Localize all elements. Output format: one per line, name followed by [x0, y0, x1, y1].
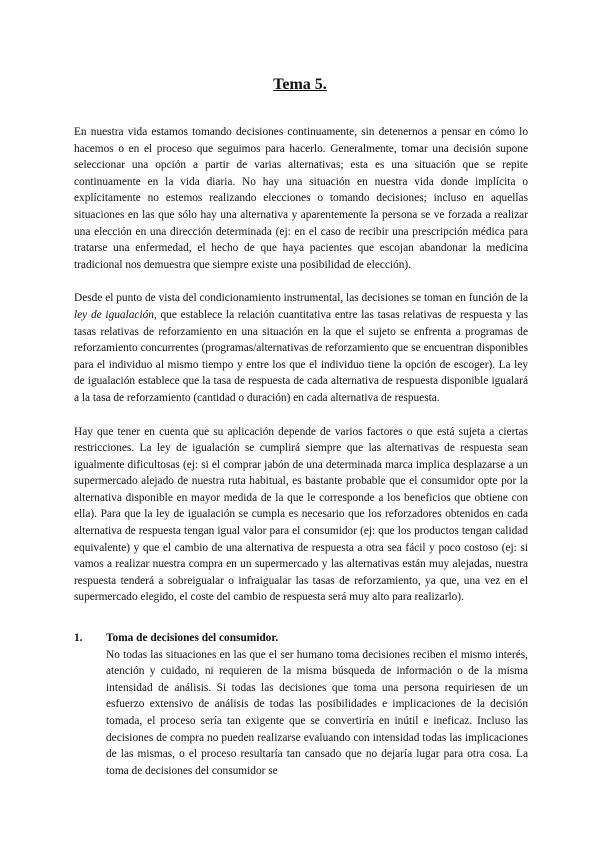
- paragraph-intro: En nuestra vida estamos tomando decisiones continuamente, sin detenernos a pensar en cómo lo hacemos o en el proceso que seguimos para hacerlo. Generalmente, tomar una decisión supone seleccionar una opción a partir de varias alternativas; esta es una situación que se repite continuamente en la vida diaria. No hay una situación en nuestra vida donde implícita o explícitamente no estemos realizando elecciones o tomando decisiones; incluso en aquellas situaciones en las que sólo hay una alternativa y aparentemente la persona se ve forzada a realizar una elección en una dirección determinada (ej: en el caso de recibir una prescripción médica para tratarse una enfermedad, el hecho de que haya pacientes que escojan abandonar la medicina tradicional nos demuestra que siempre existe una posibilidad de elección).: [74, 126, 528, 271]
- paragraph-restrictions: Hay que tener en cuenta que su aplicación depende de varios factores o que está sujeta a ciertas restricciones. La ley de igualación se cumplirá siempre que las alternativas de respuesta sean igualmente dificultosas (ej: si el comprar jabón de una determinada marca implica desplazarse a un supermercado alejado de nuestra ruta habitual, es bastante probable que el consumidor opte por la alternativa disponible en mayor medida de la que le corresponde a los beneficios que obtiene con ella). Para que la ley de igualación se cumpla es necesario que los reforzadores obtenidos en cada alternativa de respuesta tengan igual valor para el consumidor (ej: que los productos tengan calidad equivalente) y que el cambio de una alternativa de respuesta a otra sea fácil y poco costoso (ej: si vamos a realizar nuestra compra en un supermercado y las alternativas están muy alejadas, nuestra respuesta tenderá a sobreigualar o infraigualar las tasas de reforzamiento, ya que, una vez en el supermercado elegido, el coste del cambio de respuesta será muy alto para realizarlo).: [74, 425, 528, 604]
- paragraph-2-text-start: Desde el punto de vista del condicionamiento instrumental, las decisiones se toman en función de la: [74, 292, 528, 305]
- paragraph-instrumental-conditioning: [74, 290, 528, 406]
- section-number: 1.: [74, 632, 83, 644]
- law-of-matching-term: ley de igualación: [74, 308, 154, 321]
- section-body-text: No todas las situaciones en las que el ser humano toma decisiones reciben el mismo interés, atención y cuidado, ni requieren de la misma búsqueda de información o de la misma intensidad de análisis. Si todas las decisiones que toma una persona requiriesen de un esfuerzo extensivo de análisis de todas las posibilidades e implicaciones de la decisión tomada, el proceso sería tan exigente que se convertiría en inútil e ineficaz. Incluso las decisiones de compra no pueden realizarse evaluando con intensidad todas las implicaciones de las mismas, o el proceso resultaría tan cansado que no dejaría lugar para otra cosa. La toma de decisiones del consumidor se: [106, 648, 528, 777]
- section-heading: [74, 630, 528, 647]
- page-title: Tema 5.: [273, 76, 327, 93]
- document-body: [74, 124, 528, 623]
- section-consumer-decisions: [74, 630, 528, 779]
- section-title: Toma de decisiones del consumidor.: [106, 632, 279, 644]
- paragraph-2-text-end: , que establece la relación cuantitativa entre las tasas relativas de respuesta y las tasas relativas de reforzamiento en una situación en la que el sujeto se enfrenta a programas de reforzamiento concurrentes (programas/alternativas de reforzamiento que se encuentran disponibles para el individuo al mismo tiempo y entre los que el individuo tiene la opción de escoger). La ley de igualación establece que la tasa de respuesta de cada alternativa de respuesta disponible igualará a la tasa de reforzamiento (cantidad o duración) en cada alternativa de respuesta.: [74, 308, 528, 404]
